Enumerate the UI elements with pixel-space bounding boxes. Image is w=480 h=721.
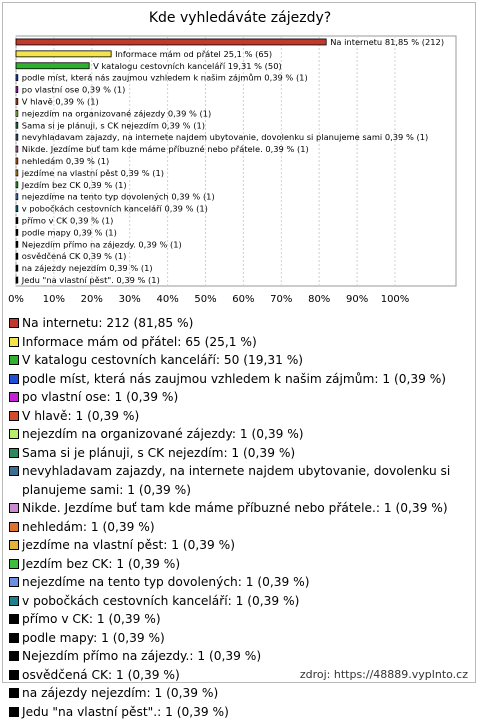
legend-swatch bbox=[9, 429, 19, 439]
legend-item bbox=[8, 499, 474, 518]
legend-item bbox=[8, 388, 474, 407]
chart-legend bbox=[8, 314, 474, 721]
legend-label: jezdíme na vlastní pěst: 1 (0,39 %) bbox=[22, 538, 235, 552]
legend-item bbox=[8, 536, 474, 555]
legend-swatch bbox=[9, 355, 19, 365]
legend-label: podle míst, která nás zaujmou vzhledem k našim zájmům: 1 (0,39 %) bbox=[22, 372, 446, 386]
bar-label: na zájezdy nejezdím 0,39 % (1) bbox=[22, 263, 153, 273]
legend-item bbox=[8, 573, 474, 592]
bar bbox=[16, 134, 18, 140]
bar bbox=[16, 75, 18, 81]
x-tick-label: 20% bbox=[81, 294, 103, 305]
legend-label: Na internetu: 212 (81,85 %) bbox=[22, 316, 193, 330]
bar bbox=[16, 87, 18, 93]
x-tick-label: 50% bbox=[194, 294, 216, 305]
bar-label: nejezdím na organizované zájezdy 0,39 % (1) bbox=[22, 108, 211, 118]
legend-item bbox=[8, 444, 474, 463]
legend-label: V katalogu cestovních kanceláří: 50 (19,31 %) bbox=[22, 353, 303, 367]
legend-label: osvědčená CK: 1 (0,39 %) bbox=[22, 668, 180, 682]
legend-item bbox=[8, 592, 474, 611]
legend-item bbox=[8, 462, 474, 499]
bar bbox=[16, 218, 18, 224]
bar bbox=[16, 146, 18, 152]
legend-swatch bbox=[9, 503, 19, 513]
legend-item bbox=[8, 629, 474, 648]
legend-swatch bbox=[9, 651, 19, 661]
legend-item bbox=[8, 555, 474, 574]
legend-label: nejezdíme na tento typ dovolených: 1 (0,39 %) bbox=[22, 575, 309, 589]
bar bbox=[16, 182, 18, 188]
legend-swatch bbox=[9, 540, 19, 550]
bar bbox=[16, 206, 18, 212]
x-tick-label: 10% bbox=[43, 294, 65, 305]
bar bbox=[16, 265, 18, 271]
bar-label: Nikde. Jezdíme buť tam kde máme příbuzné nebo přátele. 0,39 % (1) bbox=[22, 144, 309, 154]
x-tick-label: 100% bbox=[381, 294, 410, 305]
bar-label: osvědčená CK 0,39 % (1) bbox=[22, 251, 127, 261]
legend-swatch bbox=[9, 522, 19, 532]
bar-label: jezdíme na vlastní pěst 0,39 % (1) bbox=[21, 168, 164, 178]
legend-item bbox=[8, 333, 474, 352]
legend-label: Sama si je plánuji, s CK nejezdím: 1 (0,39 %) bbox=[22, 446, 295, 460]
bar bbox=[16, 110, 18, 116]
legend-label: na zájezdy nejezdím: 1 (0,39 %) bbox=[22, 686, 218, 700]
x-tick-label: 30% bbox=[119, 294, 141, 305]
bar bbox=[16, 122, 18, 128]
legend-label: Nikde. Jezdíme buť tam kde máme příbuzné nebo přátele.: 1 (0,39 %) bbox=[22, 501, 448, 515]
legend-swatch bbox=[9, 466, 19, 476]
legend-label: V hlavě: 1 (0,39 %) bbox=[22, 409, 139, 423]
bar-label: po vlastní ose 0,39 % (1) bbox=[22, 85, 126, 95]
x-tick-label: 40% bbox=[156, 294, 178, 305]
legend-swatch bbox=[9, 411, 19, 421]
source-note: zdroj: https://48889.vyplnto.cz bbox=[300, 668, 468, 681]
bar-label: Informace mám od přátel 25,1 % (65) bbox=[115, 49, 272, 59]
legend-swatch bbox=[9, 633, 19, 643]
legend-swatch bbox=[9, 318, 19, 328]
bar bbox=[16, 63, 89, 69]
bar-label: Nejezdím přímo na zájezdy. 0,39 % (1) bbox=[22, 239, 182, 249]
legend-item bbox=[8, 703, 474, 721]
bar-label: Sama si je plánuji, s CK nejezdím 0,39 % (1) bbox=[22, 120, 205, 130]
bar-label: Na internetu 81,85 % (212) bbox=[330, 37, 444, 47]
bar bbox=[16, 98, 18, 104]
legend-item bbox=[8, 647, 474, 666]
legend-swatch bbox=[9, 670, 19, 680]
bar-chart bbox=[0, 0, 480, 310]
legend-label: Jezdím bez CK: 1 (0,39 %) bbox=[22, 557, 180, 571]
bar bbox=[16, 51, 111, 57]
legend-label: nevyhladavam zajazdy, na internete najdem ubytovanie, dovolenku si planujeme sami: 1 (0,39 %) bbox=[22, 464, 450, 497]
bar-label: nejezdíme na tento typ dovolených 0,39 % (1) bbox=[22, 192, 215, 202]
legend-swatch bbox=[9, 614, 19, 624]
legend-item bbox=[8, 370, 474, 389]
legend-swatch bbox=[9, 374, 19, 384]
bar bbox=[16, 277, 18, 283]
bar-label: podle mapy 0,39 % (1) bbox=[22, 227, 117, 237]
legend-label: Jedu "na vlastní pěst".: 1 (0,39 %) bbox=[22, 705, 229, 719]
legend-swatch bbox=[9, 596, 19, 606]
legend-swatch bbox=[9, 448, 19, 458]
legend-label: přímo v CK: 1 (0,39 %) bbox=[22, 612, 161, 626]
legend-item bbox=[8, 314, 474, 333]
legend-label: Nejezdím přímo na zájezdy.: 1 (0,39 %) bbox=[22, 649, 261, 663]
x-tick-label: 90% bbox=[346, 294, 368, 305]
legend-label: po vlastní ose: 1 (0,39 %) bbox=[22, 390, 178, 404]
legend-label: v pobočkách cestovních kanceláří: 1 (0,39 %) bbox=[22, 594, 299, 608]
legend-label: nejezdím na organizované zájezdy: 1 (0,39 %) bbox=[22, 427, 304, 441]
legend-swatch bbox=[9, 707, 19, 717]
legend-swatch bbox=[9, 392, 19, 402]
bar-label: přímo v CK 0,39 % (1) bbox=[22, 216, 114, 226]
bar-label: Jedu "na vlastní pěst". 0,39 % (1) bbox=[21, 275, 160, 285]
bar bbox=[16, 170, 18, 176]
legend-item bbox=[8, 610, 474, 629]
legend-item bbox=[8, 425, 474, 444]
bar-label: V hlavě 0,39 % (1) bbox=[22, 96, 99, 106]
legend-swatch bbox=[9, 337, 19, 347]
bar-label: Jezdím bez CK 0,39 % (1) bbox=[21, 180, 127, 190]
legend-label: podle mapy: 1 (0,39 %) bbox=[22, 631, 165, 645]
legend-swatch bbox=[9, 688, 19, 698]
bar-label: v pobočkách cestovních kanceláří 0,39 % (1) bbox=[22, 204, 208, 214]
legend-label: Informace mám od přátel: 65 (25,1 %) bbox=[22, 335, 257, 349]
x-tick-label: 80% bbox=[308, 294, 330, 305]
x-tick-label: 70% bbox=[270, 294, 292, 305]
legend-label: nehledám: 1 (0,39 %) bbox=[22, 520, 155, 534]
bar bbox=[16, 194, 18, 200]
x-tick-label: 0% bbox=[8, 294, 24, 305]
bar bbox=[16, 241, 18, 247]
legend-item bbox=[8, 518, 474, 537]
legend-swatch bbox=[9, 559, 19, 569]
bar bbox=[16, 158, 18, 164]
x-tick-label: 60% bbox=[232, 294, 254, 305]
bar-label: nehledám 0,39 % (1) bbox=[22, 156, 110, 166]
chart-title: Kde vyhledáváte zájezdy? bbox=[0, 10, 480, 26]
legend-item bbox=[8, 351, 474, 370]
bar-label: nevyhladavam zajazdy, na internete najdem ubytovanie, dovolenku si planujeme sami 0,39 % (1) bbox=[22, 132, 428, 142]
bar bbox=[16, 229, 18, 235]
bar bbox=[16, 253, 18, 259]
bar-label: V katalogu cestovních kanceláří 19,31 % (50) bbox=[93, 61, 282, 71]
legend-item bbox=[8, 407, 474, 426]
bar-label: podle míst, která nás zaujmou vzhledem k našim zájmům 0,39 % (1) bbox=[22, 73, 308, 83]
bar bbox=[16, 39, 326, 45]
legend-swatch bbox=[9, 577, 19, 587]
